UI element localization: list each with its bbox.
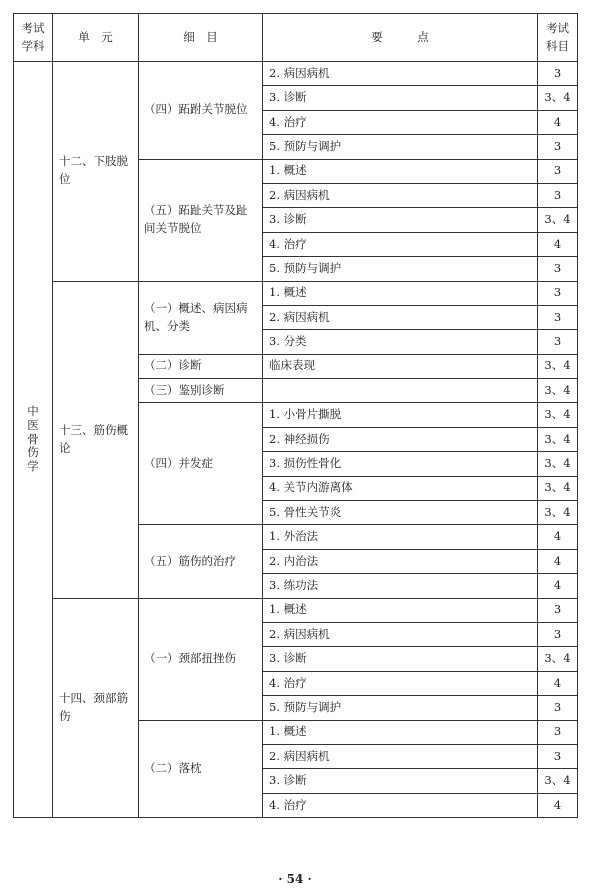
detail-cell <box>139 379 263 403</box>
point-cell: 4. 关节内游离体 <box>263 476 538 500</box>
point-cell <box>263 379 538 403</box>
level-cell: 3、4 <box>538 647 578 671</box>
header-level <box>538 14 578 62</box>
level-cell: 3 <box>538 305 578 329</box>
unit-cell <box>53 62 139 282</box>
point-cell: 1. 概述 <box>263 281 538 305</box>
point-cell: 5. 预防与调护 <box>263 135 538 159</box>
detail-name: （四）跖跗关节脱位 <box>144 102 248 117</box>
level-cell: 3 <box>538 622 578 646</box>
point-cell: 3. 练功法 <box>263 574 538 598</box>
point-cell: 4. 治疗 <box>263 793 538 817</box>
level-cell: 3、4 <box>538 501 578 525</box>
point-cell: 1. 概述 <box>263 159 538 183</box>
detail-name: （四）并发症 <box>144 456 213 471</box>
level-cell: 3 <box>538 744 578 768</box>
unit-cell <box>53 281 139 598</box>
detail-cell <box>139 525 263 598</box>
point-cell: 2. 神经损伤 <box>263 427 538 451</box>
subject-name: 中医骨伤学 <box>27 404 39 474</box>
point-cell: 3. 诊断 <box>263 769 538 793</box>
detail-name: （三）鉴别诊断 <box>144 382 225 397</box>
table-body <box>14 62 578 818</box>
point-cell: 5. 预防与调护 <box>263 696 538 720</box>
point-cell: 4. 治疗 <box>263 671 538 695</box>
point-cell: 2. 病因病机 <box>263 183 538 207</box>
detail-name: （二）落枕 <box>144 760 202 775</box>
detail-name: （一）概述、病因病机、分类 <box>144 300 248 333</box>
point-cell: 临床表现 <box>263 354 538 378</box>
level-cell: 3 <box>538 696 578 720</box>
subject-cell <box>14 62 53 818</box>
table-row <box>14 598 578 622</box>
point-cell: 3. 诊断 <box>263 208 538 232</box>
syllabus-table <box>13 13 578 818</box>
detail-name: （五）筋伤的治疗 <box>144 553 236 568</box>
level-cell: 3 <box>538 257 578 281</box>
detail-name: （一）颈部扭挫伤 <box>144 651 236 666</box>
point-cell: 3. 诊断 <box>263 647 538 671</box>
detail-cell <box>139 403 263 525</box>
header-row <box>14 14 578 62</box>
point-cell: 3. 诊断 <box>263 86 538 110</box>
detail-cell <box>139 598 263 720</box>
unit-name: 十二、下肢脱位 <box>59 154 128 187</box>
level-cell: 3、4 <box>538 452 578 476</box>
point-cell: 2. 病因病机 <box>263 744 538 768</box>
point-cell: 2. 内治法 <box>263 549 538 573</box>
level-cell: 4 <box>538 110 578 134</box>
header-unit: 单 元 <box>53 14 139 62</box>
point-cell: 4. 治疗 <box>263 232 538 256</box>
level-cell: 4 <box>538 574 578 598</box>
point-cell: 5. 预防与调护 <box>263 257 538 281</box>
header-level-text: 考试 科目 <box>546 20 569 53</box>
level-cell: 3、4 <box>538 379 578 403</box>
level-cell: 4 <box>538 793 578 817</box>
level-cell: 3、4 <box>538 769 578 793</box>
level-cell: 3、4 <box>538 476 578 500</box>
header-subject <box>14 14 53 62</box>
level-cell: 3 <box>538 135 578 159</box>
point-cell: 1. 概述 <box>263 720 538 744</box>
point-cell: 2. 病因病机 <box>263 62 538 86</box>
level-cell: 3 <box>538 720 578 744</box>
level-cell: 3、4 <box>538 354 578 378</box>
header-subject-text: 考试 学科 <box>21 20 45 53</box>
level-cell: 4 <box>538 525 578 549</box>
level-cell: 3 <box>538 330 578 354</box>
unit-cell <box>53 598 139 818</box>
point-cell: 1. 概述 <box>263 598 538 622</box>
detail-name: （二）诊断 <box>144 358 202 373</box>
header-points: 要 点 <box>263 14 538 62</box>
point-cell: 2. 病因病机 <box>263 305 538 329</box>
level-cell: 4 <box>538 232 578 256</box>
level-cell: 3、4 <box>538 403 578 427</box>
level-cell: 3、4 <box>538 86 578 110</box>
level-cell: 3 <box>538 183 578 207</box>
detail-cell <box>139 159 263 281</box>
level-cell: 4 <box>538 549 578 573</box>
page-number: · 54 · <box>278 872 312 886</box>
point-cell: 3. 分类 <box>263 330 538 354</box>
level-cell: 3、4 <box>538 208 578 232</box>
point-cell: 1. 小骨片撕脱 <box>263 403 538 427</box>
table-row <box>14 62 578 86</box>
point-cell: 5. 骨性关节炎 <box>263 501 538 525</box>
level-cell: 3 <box>538 62 578 86</box>
detail-cell <box>139 720 263 818</box>
point-cell: 2. 病因病机 <box>263 622 538 646</box>
level-cell: 3 <box>538 159 578 183</box>
table-row <box>14 281 578 305</box>
detail-cell <box>139 62 263 160</box>
header-detail: 细 目 <box>139 14 263 62</box>
point-cell: 4. 治疗 <box>263 110 538 134</box>
level-cell: 3、4 <box>538 427 578 451</box>
unit-name: 十四、颈部筋伤 <box>59 691 128 723</box>
detail-cell <box>139 281 263 354</box>
detail-cell <box>139 354 263 378</box>
unit-name: 十三、筋伤概论 <box>59 422 128 455</box>
detail-name: （五）跖趾关节及趾间关节脱位 <box>144 203 248 236</box>
point-cell: 3. 损伤性骨化 <box>263 452 538 476</box>
point-cell: 1. 外治法 <box>263 525 538 549</box>
level-cell: 3 <box>538 281 578 305</box>
level-cell: 4 <box>538 671 578 695</box>
level-cell: 3 <box>538 598 578 622</box>
